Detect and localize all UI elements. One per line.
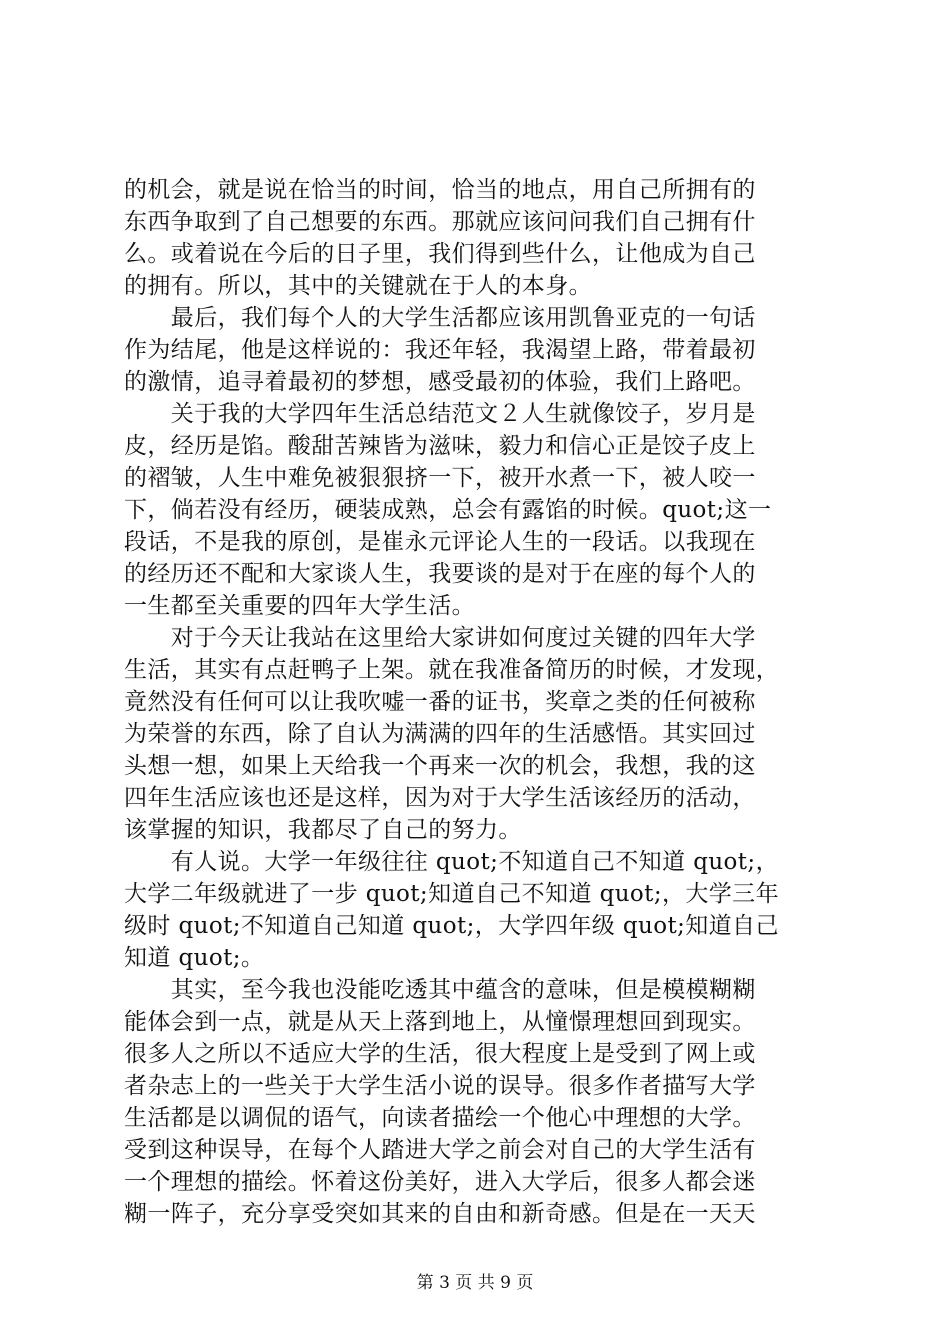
text-line: 竟然没有任何可以让我吹嘘一番的证书，奖章之类的任何被称 <box>124 689 756 715</box>
text-line: 受到这种误导，在每个人踏进大学之前会对自己的大学生活有 <box>124 1137 756 1163</box>
text-line: 一生都至关重要的四年大学生活。 <box>124 593 475 619</box>
page-number-label: 第 3 页 共 9 页 <box>416 1273 534 1293</box>
text-line: 段话，不是我的原创，是崔永元评论人生的一段话。以我现在 <box>124 529 756 555</box>
text-line: 有人说。大学一年级往往 quot;不知道自己不知道 quot;， <box>124 849 779 875</box>
text-line: 下，倘若没有经历，硬装成熟，总会有露馅的时候。quot;这一 <box>124 497 772 523</box>
text-line: 为荣誉的东西，除了自认为满满的四年的生活感悟。其实回过 <box>124 721 756 747</box>
text-line: 作为结尾，他是这样说的：我还年轻，我渴望上路，带着最初 <box>124 337 756 363</box>
text-line: 的经历还不配和大家谈人生，我要谈的是对于在座的每个人的 <box>124 561 756 587</box>
text-line: 对于今天让我站在这里给大家讲如何度过关键的四年大学 <box>124 625 756 651</box>
page-footer <box>0 1272 950 1294</box>
text-line: 皮，经历是馅。酸甜苦辣皆为滋味，毅力和信心正是饺子皮上 <box>124 433 756 459</box>
text-line: 东西争取到了自己想要的东西。那就应该问问我们自己拥有什 <box>124 209 756 235</box>
text-line: 者杂志上的一些关于大学生活小说的误导。很多作者描写大学 <box>124 1073 756 1099</box>
text-line: 大学二年级就进了一步 quot;知道自己不知道 quot;，大学三年 <box>124 881 779 907</box>
text-line: 头想一想，如果上天给我一个再来一次的机会，我想，我的这 <box>124 753 756 779</box>
text-line: 糊一阵子，充分享受突如其来的自由和新奇感。但是在一天天 <box>124 1201 756 1227</box>
body-text <box>124 174 832 1230</box>
text-line: 一个理想的描绘。怀着这份美好，进入大学后，很多人都会迷 <box>124 1169 756 1195</box>
text-line: 的拥有。所以，其中的关键就在于人的本身。 <box>124 273 592 299</box>
text-line: 么。或着说在今后的日子里，我们得到些什么，让他成为自己 <box>124 241 756 267</box>
text-line: 关于我的大学四年生活总结范文２人生就像饺子，岁月是 <box>124 401 756 427</box>
text-line: 生活，其实有点赶鸭子上架。就在我准备简历的时候，才发现， <box>124 657 780 683</box>
text-line: 四年生活应该也还是这样，因为对于大学生活该经历的活动， <box>124 785 756 811</box>
text-line: 的机会，就是说在恰当的时间，恰当的地点，用自己所拥有的 <box>124 177 756 203</box>
text-line: 其实，至今我也没能吃透其中蕴含的意味，但是模模糊糊 <box>124 977 756 1003</box>
text-line: 很多人之所以不适应大学的生活，很大程度上是受到了网上或 <box>124 1041 756 1067</box>
text-line: 能体会到一点，就是从天上落到地上，从憧憬理想回到现实。 <box>124 1009 756 1035</box>
text-line: 知道 quot;。 <box>124 945 265 971</box>
text-line: 的激情，追寻着最初的梦想，感受最初的体验，我们上路吧。 <box>124 369 756 395</box>
text-line: 该掌握的知识，我都尽了自己的努力。 <box>124 817 522 843</box>
text-line: 生活都是以调侃的语气，向读者描绘一个他心中理想的大学。 <box>124 1105 756 1131</box>
text-line: 最后，我们每个人的大学生活都应该用凯鲁亚克的一句话 <box>124 305 756 331</box>
text-line: 的褶皱，人生中难免被狠狠挤一下，被开水煮一下，被人咬一 <box>124 465 756 491</box>
text-line: 级时 quot;不知道自己知道 quot;，大学四年级 quot;知道自己 <box>124 913 779 939</box>
